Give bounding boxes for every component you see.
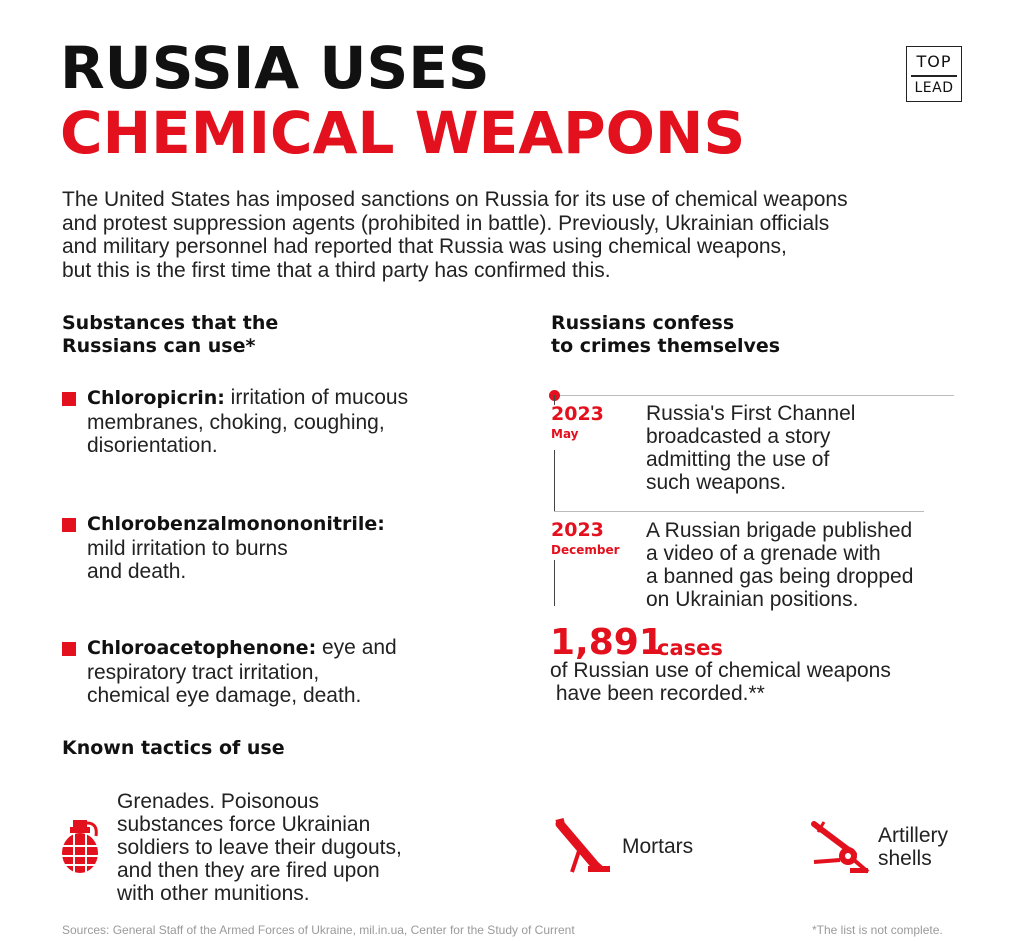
tactics-heading: Known tactics of use — [62, 737, 285, 759]
event-line: Russia's First Channel — [646, 402, 856, 425]
substance-desc: mild irritation to burns — [87, 536, 288, 560]
cases-word: cases — [657, 636, 723, 660]
mortars-label: Mortars — [622, 835, 694, 858]
substance-desc: respiratory tract irritation, — [87, 660, 320, 684]
event-line: a video of a grenade with — [646, 542, 881, 565]
grenades-description — [117, 790, 402, 905]
confess-heading-line: to crimes themselves — [551, 335, 781, 357]
intro-line: but this is the first time that a third party has confirmed this. — [62, 258, 611, 282]
title-line-2: CHEMICAL WEAPONS — [60, 99, 746, 167]
event-month: December — [551, 543, 620, 557]
event-year: 2023 — [551, 519, 604, 541]
substance-desc: eye and — [316, 636, 397, 659]
intro-line: and protest suppression agents (prohibited in battle). Previously, Ukrainian officials — [62, 211, 830, 235]
grenades-line: Grenades. Poisonous — [117, 790, 319, 813]
confess-heading — [551, 312, 780, 358]
event-month: May — [551, 427, 579, 441]
substance-item-chlorobenzalmonononitrile — [62, 512, 482, 584]
cases-line: of Russian use of chemical weapons — [550, 659, 891, 682]
logo-top-text: TOP — [916, 52, 952, 71]
artillery-line: Artillery — [878, 824, 949, 847]
substance-desc: membranes, choking, coughing, — [87, 410, 385, 434]
event-line: a banned gas being dropped — [646, 565, 914, 588]
red-bullet — [62, 392, 76, 406]
red-bullet — [62, 642, 76, 656]
artillery-label — [878, 824, 948, 870]
timeline-mid-rule — [554, 511, 924, 512]
confess-heading-line: Russians confess — [551, 312, 735, 334]
grenades-line: with other munitions. — [117, 882, 310, 905]
grenades-line: soldiers to leave their dugouts, — [117, 836, 402, 859]
logo-bottom-text: LEAD — [914, 79, 954, 96]
substances-heading-line: Russians can use* — [62, 335, 256, 357]
grenades-line: substances force Ukrainian — [117, 813, 371, 836]
substance-item-chloroacetophenone — [62, 636, 482, 708]
top-lead-logo — [906, 46, 962, 102]
event-line: broadcasted a story — [646, 425, 831, 448]
artillery-line: shells — [878, 847, 932, 870]
event-line: such weapons. — [646, 471, 787, 494]
cases-description — [550, 659, 891, 705]
substance-desc: chemical eye damage, death. — [87, 684, 362, 707]
substances-heading — [62, 312, 278, 358]
intro-line: and military personnel had reported that Russia was using chemical weapons, — [62, 235, 787, 258]
substances-heading-line: Substances that the — [62, 312, 279, 334]
footer-sources: Sources: General Staff of the Armed Forces of Ukraine, mil.in.ua, Center for the Study of Current — [62, 923, 575, 937]
substance-name: Chlorobenzalmonononitrile: — [87, 513, 385, 535]
timeline-vertical-line — [554, 450, 555, 512]
substance-name: Chloropicrin: — [87, 387, 225, 409]
cases-number: 1,891 — [550, 622, 664, 663]
substance-desc: disorientation. — [87, 434, 218, 457]
footer-note: *The list is not complete. — [812, 923, 943, 937]
grenades-line: and then they are fired upon — [117, 859, 380, 882]
timeline-vertical-line — [554, 560, 555, 606]
substance-desc: and death. — [87, 560, 187, 583]
substance-desc: irritation of mucous — [224, 386, 409, 409]
timeline-top-rule — [554, 395, 954, 396]
event-description — [646, 402, 855, 494]
substance-item-chloropicrin — [62, 386, 482, 458]
mortar-icon — [554, 818, 614, 876]
event-line: admitting the use of — [646, 448, 830, 471]
red-bullet — [62, 518, 76, 532]
event-line: A Russian brigade published — [646, 519, 913, 542]
cases-line: have been recorded.** — [550, 682, 765, 705]
intro-paragraph — [62, 188, 992, 282]
grenade-icon — [60, 818, 102, 874]
logo-divider — [911, 75, 957, 77]
intro-line: The United States has imposed sanctions on Russia for its use of chemical weapons — [62, 188, 848, 211]
title-line-1: RUSSIA USES — [60, 34, 490, 102]
event-line: on Ukrainian positions. — [646, 588, 859, 611]
substance-name: Chloroacetophenone: — [87, 637, 317, 659]
event-year: 2023 — [551, 403, 604, 425]
artillery-icon — [810, 818, 872, 876]
event-description — [646, 519, 913, 611]
